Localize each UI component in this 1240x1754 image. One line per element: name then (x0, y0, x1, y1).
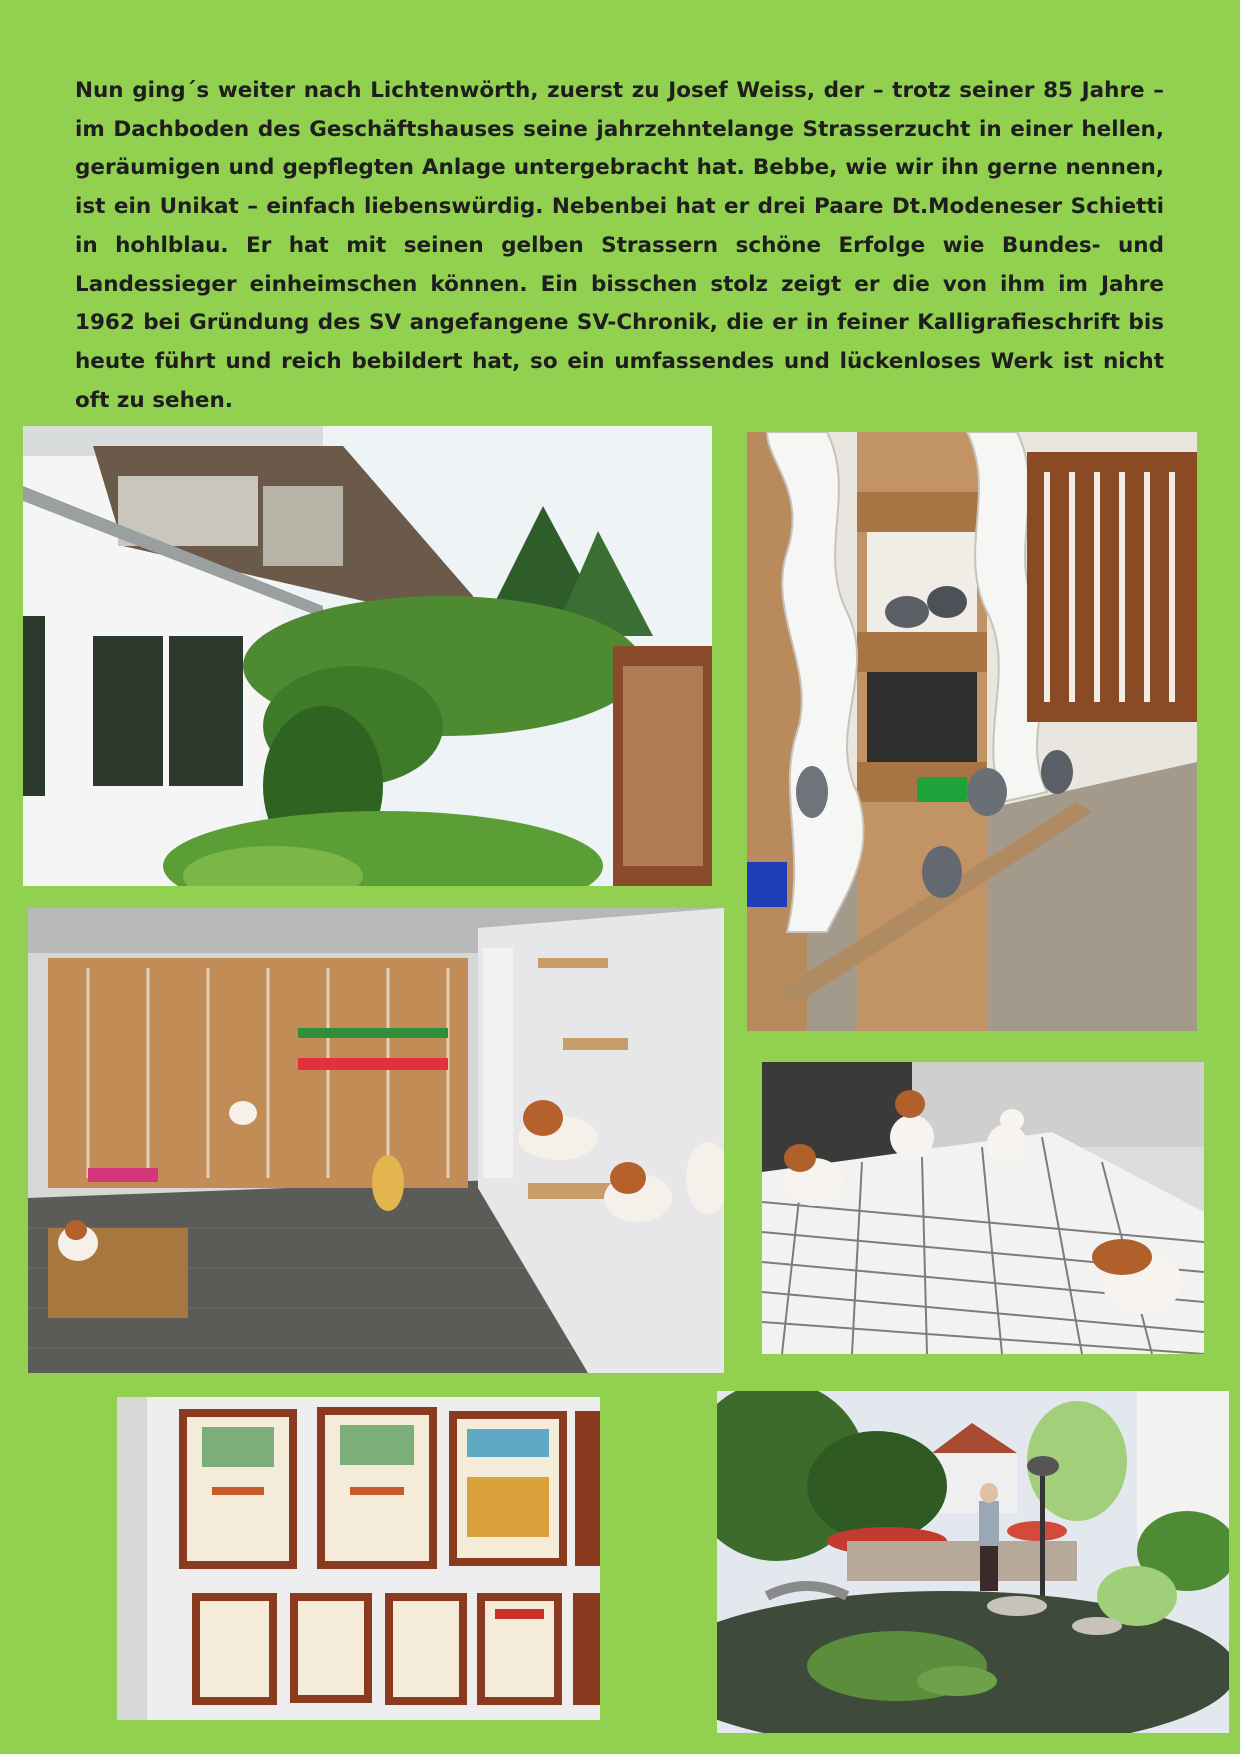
photo-garden-pond (717, 1391, 1229, 1733)
photo-pigeons-grid-floor (762, 1062, 1204, 1354)
photo-house-courtyard (23, 426, 712, 886)
photo-framed-certificates (117, 1397, 600, 1720)
article-paragraph: Nun ging´s weiter nach Lichtenwörth, zuerst zu Josef Weiss, der – trotz seiner 85 Jahre – im Dachboden des Geschäftshauses seine jahrzehntelange Strasserzucht in einer hellen, geräumigen und gepflegten Anlage untergebracht hat. Bebbe, wie wir ihn gerne nennen, ist ein Unikat – einfach liebenswürdig. Nebenbei hat er drei Paare Dt.Modeneser Schietti in hohlblau. Er hat mit seinen gelben Strassern schöne Erfolge wie Bundes- und Landessieger einheimschen können. Ein bisschen stolz zeigt er die von ihm im Jahre 1962 bei Gründung des SV angefangene SV-Chronik, die er in feiner Kalligrafieschrift bis heute führt und reich bebildert hat, so ein umfassendes und lückenloses Werk ist nicht oft zu sehen. (75, 78, 1164, 413)
photo-loft-grey-pigeons (747, 432, 1197, 1031)
photo-loft-strasser-pigeons (28, 908, 724, 1373)
